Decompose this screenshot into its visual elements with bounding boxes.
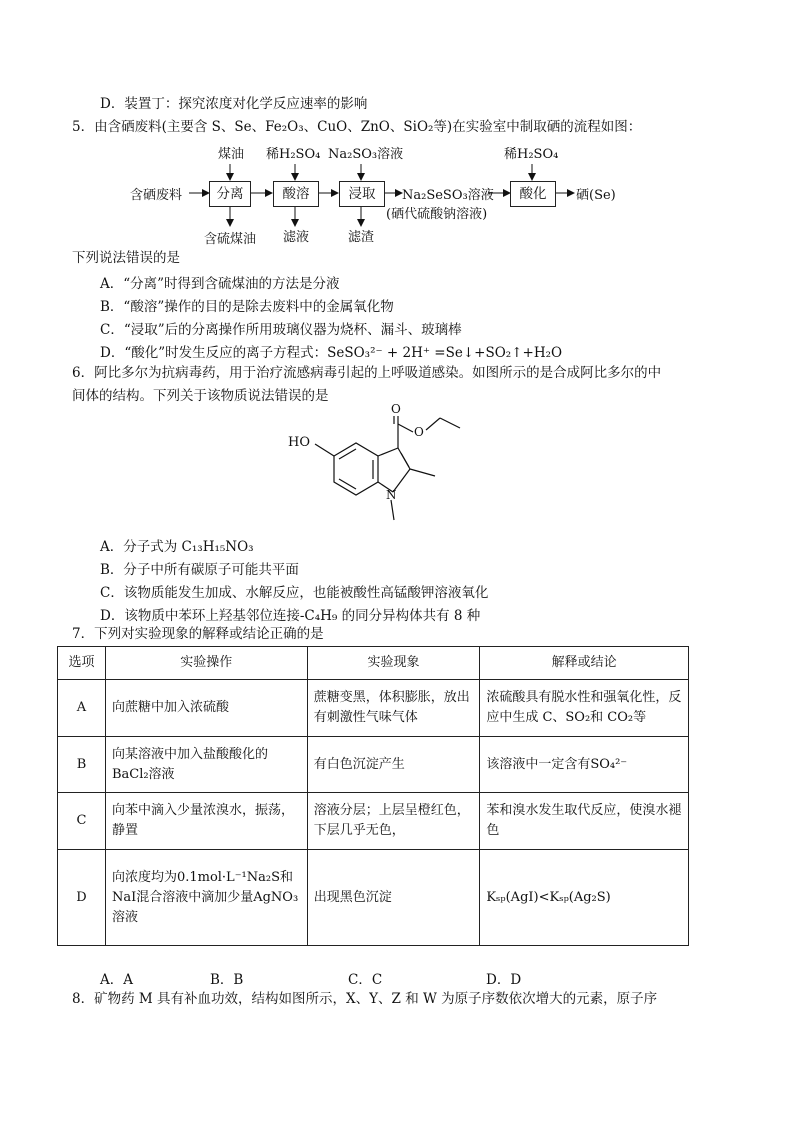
table-cell: 蔗糖变黑，体积膨胀，放出有刺激性气味气体 [307,680,480,737]
table-row [58,850,689,946]
q6-option-b: B．分子中所有碳原子可能共平面 [100,562,299,578]
table-header: 实验操作 [105,647,307,680]
table-header: 选项 [58,647,106,680]
q8-stem: 8．矿物药 M 具有补血功效，结构如图所示，X、Y、Z 和 W 为原子序数依次增大的元素，原子序 [72,991,658,1007]
table-header: 解释或结论 [480,647,689,680]
table-cell: 向某溶液中加入盐酸酸化的BaCl₂溶液 [105,737,307,793]
table-cell: 苯和溴水发生取代反应，使溴水褪色 [480,793,689,850]
struct-label-ho: HO [288,435,310,450]
flow-output-sulfur-kerosene: 含硫煤油 [204,232,257,247]
flow-end: 硒(Se) [576,188,616,203]
indole-ester-skeleton [270,408,490,530]
q5-question: 下列说法错误的是 [72,250,180,266]
table-row [58,737,689,793]
q5-stem: 5．由含硒废料(主要含 S、Se、Fe₂O₃、CuO、ZnO、SiO₂等)在实验室中制取硒的流程如图： [72,119,642,135]
table-row [58,680,689,737]
table-header: 实验现象 [307,647,480,680]
flow-box-leach: 浸取 [339,181,385,207]
q7-answer-b: B．B [210,972,244,988]
table-row [58,793,689,850]
q7-answer-a: A．A [100,972,133,988]
flow-input-h2so4: 稀H₂SO₄ [266,147,321,162]
flow-mid-product: Na₂SeSO₃溶液 [402,188,494,203]
flow-box-acid-dissolve: 酸溶 [273,181,319,207]
flow-box-acidify: 酸化 [510,181,556,207]
table-cell: 向浓度均为0.1mol·L⁻¹Na₂S和NaI混合溶液中滴加少量AgNO₃溶液 [105,850,307,946]
table-cell: Kₛₚ(AgI)<Kₛₚ(Ag₂S) [480,850,689,946]
struct-label-n: N [386,488,397,502]
flow-start: 含硒废料 [130,188,183,203]
q7-table [57,646,689,946]
table-cell: 向蔗糖中加入浓硫酸 [105,680,307,737]
struct-label-o-ester: O [414,425,424,439]
table-cell: C [58,793,106,850]
q6-option-c: C．该物质能发生加成、水解反应，也能被酸性高锰酸钾溶液氧化 [100,585,489,601]
flow-input-kerosene: 煤油 [218,147,245,162]
q6-structure [270,402,490,530]
q6-stem-line1: 6．阿比多尔为抗病毒药，用于治疗流感病毒引起的上呼吸道感染。如图所示的是合成阿比多尔的中 [72,365,662,381]
table-cell: 浓硫酸具有脱水性和强氧化性，反应中生成 C、SO₂和 CO₂等 [480,680,689,737]
flow-mid-note: (硒代硫酸钠溶液) [386,207,488,222]
table-cell: 该溶液中一定含有SO₄²⁻ [480,737,689,793]
table-cell: 向苯中滴入少量浓溴水，振荡，静置 [105,793,307,850]
q5-flowchart [0,138,794,250]
q6-option-d: D．该物质中苯环上羟基邻位连接-C₄H₉ 的同分异构体共有 8 种 [100,608,481,624]
flow-box-separate: 分离 [209,181,251,207]
table-header-row [58,647,689,680]
struct-label-o-carbonyl: O [391,402,401,416]
flow-output-residue: 滤渣 [348,230,375,245]
q7-stem: 7．下列对实验现象的解释或结论正确的是 [72,626,324,642]
table-cell: 溶液分层；上层呈橙红色，下层几乎无色， [307,793,480,850]
q6-stem-line2: 间体的结构。下列关于该物质说法错误的是 [72,388,329,404]
table-cell: A [58,680,106,737]
q7-answer-d: D．D [486,972,522,988]
flow-input-na2so3: Na₂SO₃溶液 [328,147,404,162]
table-cell: B [58,737,106,793]
flow-input-h2so4-2: 稀H₂SO₄ [504,147,559,162]
q7-answer-c: C．C [348,972,383,988]
flow-output-filtrate: 滤液 [283,230,310,245]
table-cell: 出现黑色沉淀 [307,850,480,946]
q5-option-c: C．“浸取”后的分离操作所用玻璃仪器为烧杯、漏斗、玻璃棒 [100,322,462,338]
table-cell: 有白色沉淀产生 [307,737,480,793]
q5-option-b: B．“酸溶”操作的目的是除去废料中的金属氧化物 [100,299,394,315]
table-cell: D [58,850,106,946]
q5-option-a: A．“分离”时得到含硫煤油的方法是分液 [100,276,340,292]
q5-option-d: D．“酸化”时发生反应的离子方程式：SeSO₃²⁻ + 2H⁺ =Se↓+SO₂↑+H₂O [100,345,563,361]
q4-option-d: D．装置丁：探究浓度对化学反应速率的影响 [100,96,368,112]
q6-option-a: A．分子式为 C₁₃H₁₅NO₃ [100,539,254,555]
